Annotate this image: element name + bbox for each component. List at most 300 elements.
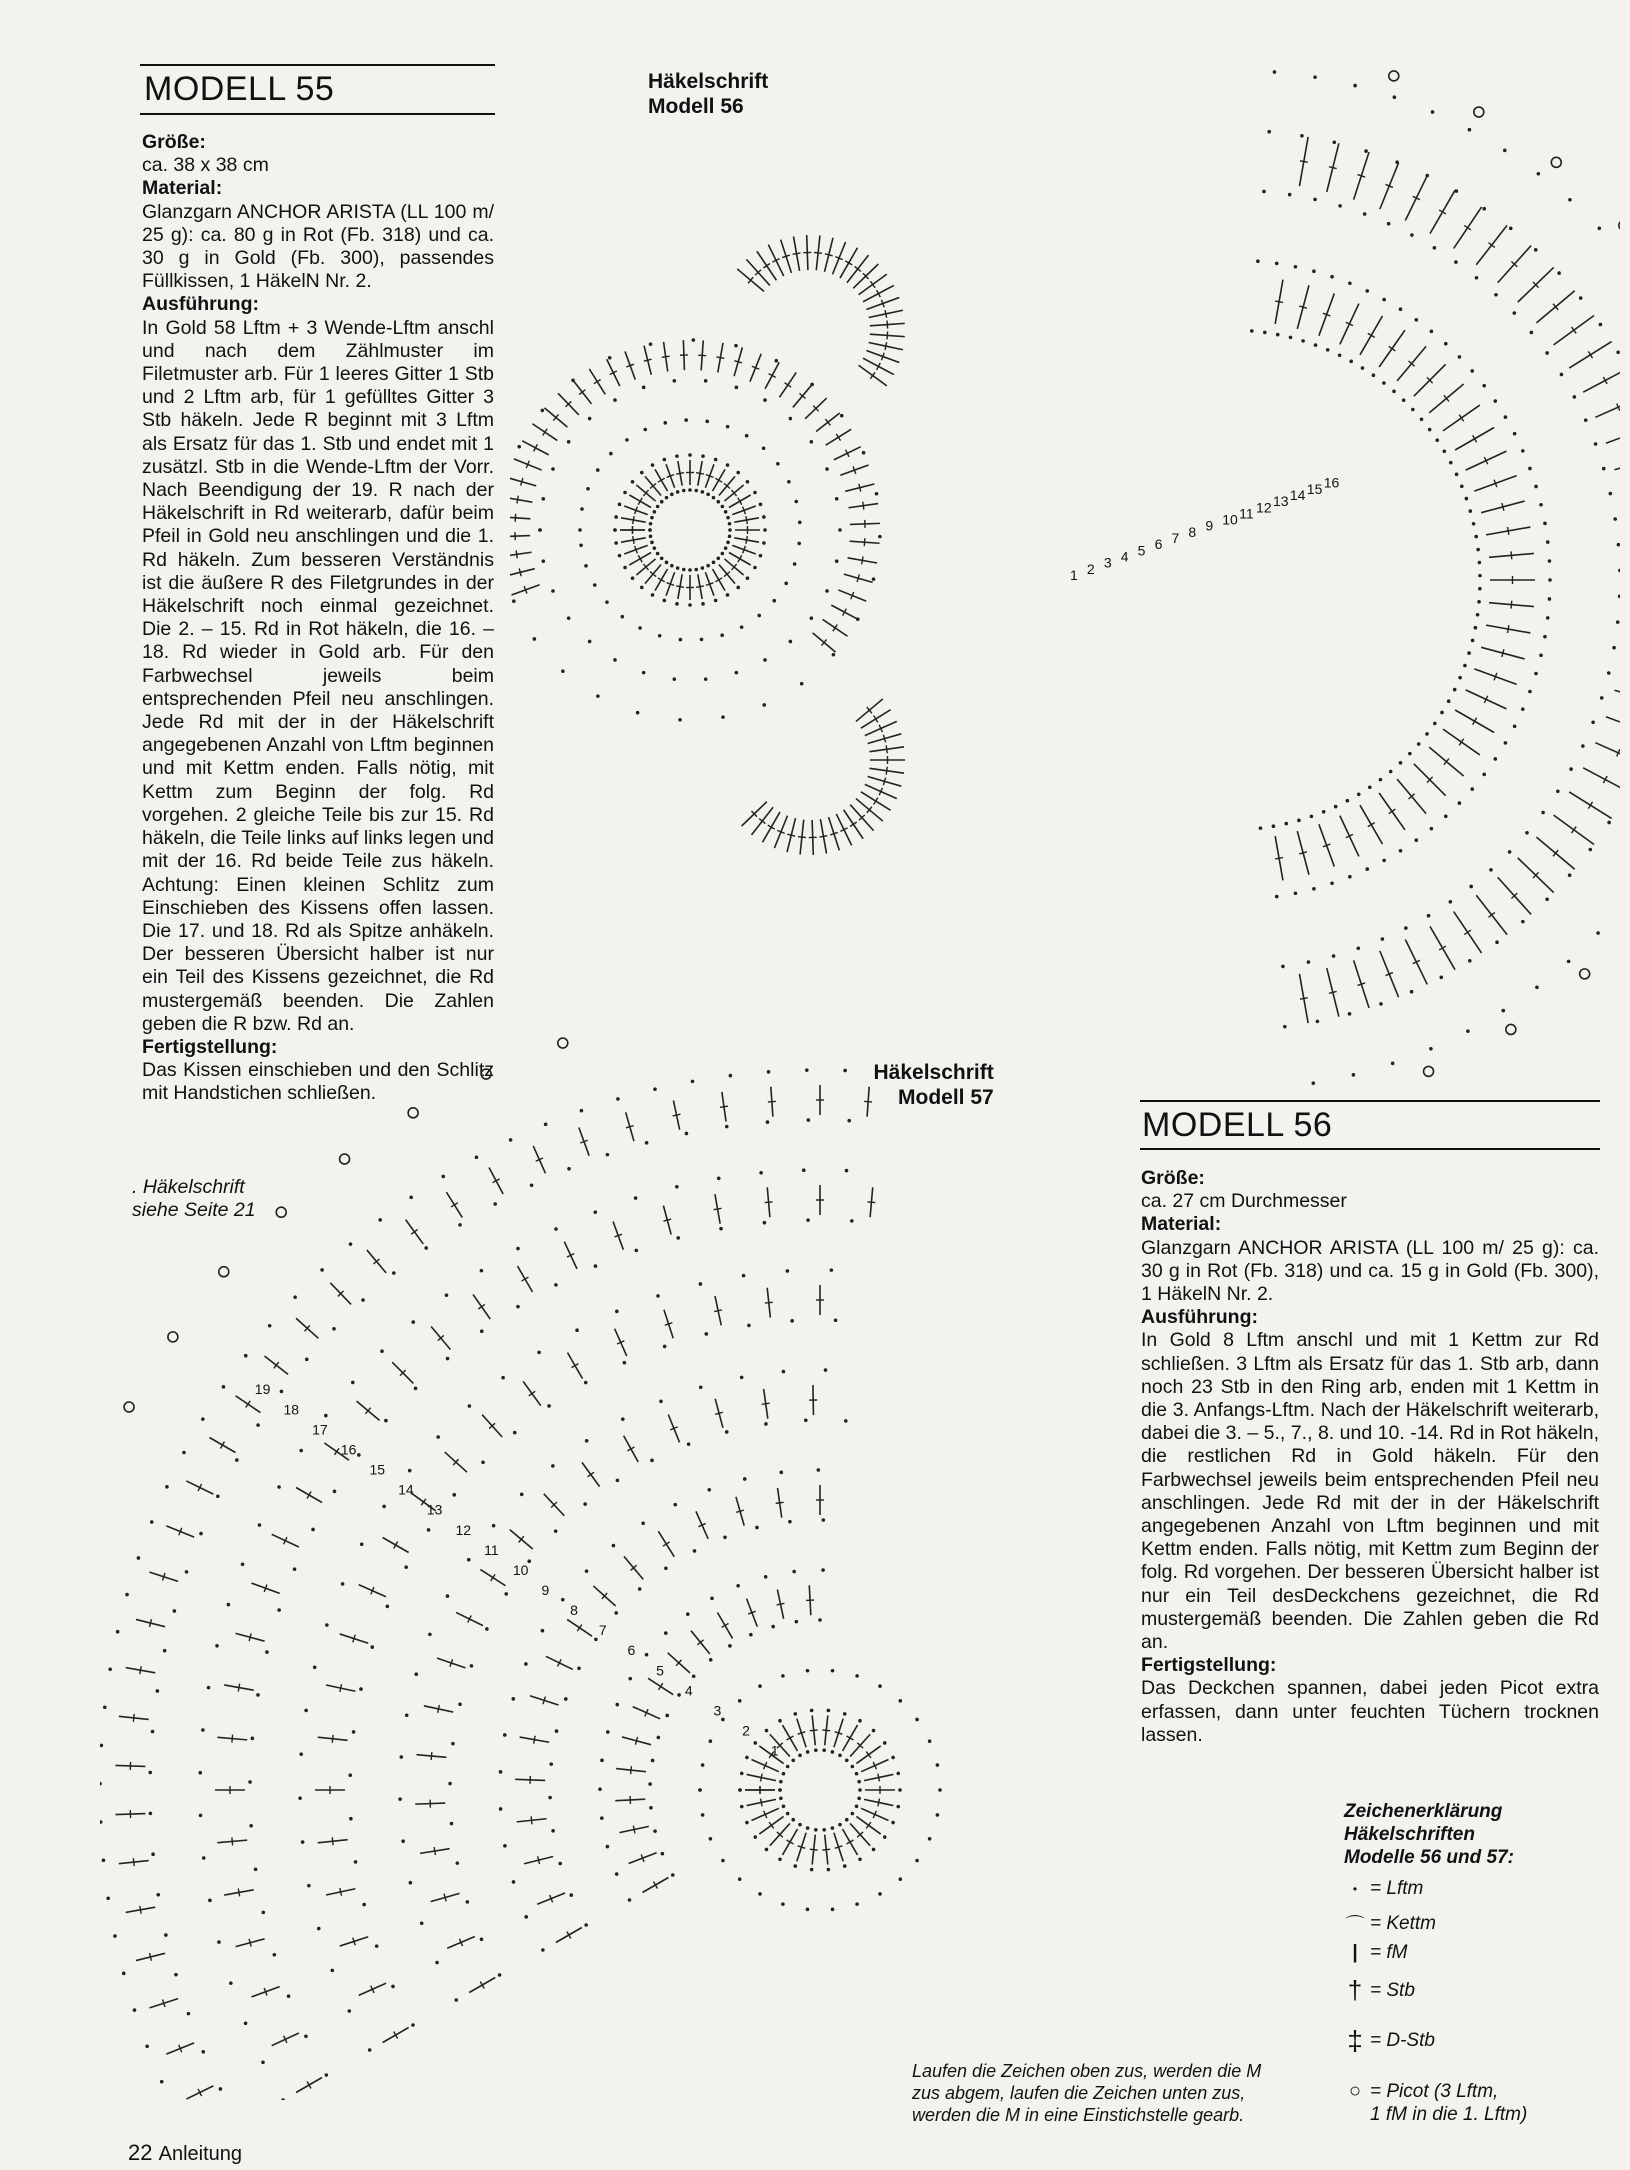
chain-dot — [1392, 390, 1396, 394]
chain-dot — [688, 488, 692, 492]
chain-dot — [468, 1404, 472, 1408]
chain-dot — [835, 497, 839, 501]
chain-dot — [258, 1523, 262, 1527]
stitch-bar — [870, 281, 875, 287]
chain-dot — [551, 589, 555, 593]
chain-dot — [538, 528, 542, 532]
chain-dot — [628, 1677, 632, 1681]
stitch-bar — [635, 1737, 637, 1745]
picot-mark — [1506, 1024, 1516, 1034]
chain-dot — [1316, 1020, 1320, 1024]
chain-dot — [759, 554, 763, 558]
chain-dot — [357, 1453, 361, 1457]
stitch-bar — [340, 1888, 342, 1896]
chain-dot — [1557, 271, 1561, 275]
chain-dot — [1534, 485, 1538, 489]
chain-dot — [580, 507, 584, 511]
chain-dot — [125, 1593, 129, 1597]
chain-dot — [548, 1796, 552, 1800]
chain-dot — [382, 1505, 386, 1509]
chain-dot — [1618, 569, 1620, 573]
chain-dot — [814, 1828, 818, 1832]
stitch-bar — [1571, 827, 1576, 833]
chain-dot — [1361, 366, 1365, 370]
chain-dot — [1528, 467, 1532, 471]
chain-dot — [656, 1294, 660, 1298]
chain-dot — [551, 1829, 555, 1833]
chain-dot — [1493, 757, 1497, 761]
chain-dot — [620, 615, 624, 619]
chain-dot — [742, 1274, 746, 1278]
chain-dot — [530, 1183, 534, 1187]
chain-dot — [256, 1693, 260, 1697]
chain-dot — [795, 1620, 799, 1624]
chain-dot — [608, 356, 612, 360]
chain-dot — [845, 1818, 849, 1822]
chain-dot — [1379, 778, 1383, 782]
chain-dot — [277, 1485, 281, 1489]
chain-dot — [784, 582, 788, 586]
chain-dot — [1513, 724, 1517, 728]
chain-dot — [217, 1940, 221, 1944]
chain-dot — [405, 1713, 409, 1717]
chain-dot — [435, 1961, 439, 1965]
chain-dot — [658, 634, 662, 638]
chain-dot — [1414, 318, 1418, 322]
chain-dot — [719, 1227, 723, 1231]
round-number: 13 — [426, 1501, 443, 1518]
chain-dot — [163, 1649, 167, 1653]
chain-dot — [351, 1381, 355, 1385]
chain-dot — [1617, 543, 1620, 547]
chain-dot — [740, 1772, 744, 1776]
chain-dot — [736, 1584, 740, 1588]
chain-dot — [765, 1848, 769, 1852]
stitch-bar — [885, 310, 887, 318]
chain-dot — [692, 338, 696, 342]
round-number: 18 — [283, 1401, 300, 1418]
chain-dot — [855, 1902, 859, 1906]
chain-dot — [726, 516, 730, 520]
chain-dot — [411, 1320, 415, 1324]
chain-dot — [1425, 732, 1429, 736]
chain-dot — [517, 445, 521, 449]
stitch-bar — [785, 383, 792, 387]
chain-dot — [786, 1269, 790, 1273]
chain-dot — [688, 568, 692, 572]
chain-dot — [151, 1730, 155, 1734]
chain-dot — [764, 1422, 768, 1426]
chain-dot — [714, 599, 718, 603]
chain-dot — [1402, 398, 1406, 402]
chain-dot — [791, 1758, 795, 1762]
chain-dot — [1356, 947, 1360, 951]
chain-dot — [738, 1699, 742, 1703]
chain-dot — [1273, 70, 1277, 74]
chain-dot — [817, 1468, 821, 1472]
chain-dot — [782, 1370, 786, 1374]
chain-dot — [648, 528, 652, 532]
modell55-rule-top — [140, 64, 495, 66]
stitch-bar — [238, 1684, 239, 1692]
round-number: 2 — [742, 1722, 750, 1739]
chain-dot — [767, 1070, 771, 1074]
chain-dot — [222, 1385, 226, 1389]
symbol-note: Laufen die Zeichen oben zus, werden die M zus abgem, laufen die Zeichen unten zus, werden die M in eine Einstichstelle gearb. — [912, 2061, 1262, 2125]
chain-dot — [699, 1385, 703, 1389]
chain-dot — [375, 1944, 379, 1948]
chain-dot — [701, 566, 705, 570]
round-number: 6 — [1154, 536, 1163, 553]
chain-dot — [778, 1857, 782, 1861]
chain-dot — [1470, 787, 1474, 791]
chain-dot — [399, 1755, 403, 1759]
chain-dot — [638, 1587, 642, 1591]
chain-dot — [567, 440, 571, 444]
round-number: 15 — [1306, 480, 1323, 497]
chain-dot — [398, 1797, 402, 1801]
chain-dot — [792, 1570, 796, 1574]
chain-dot — [726, 593, 730, 597]
chain-dot — [150, 1520, 154, 1524]
chain-dot — [614, 541, 618, 545]
modell56-ausfuehrung-label: Ausführung: — [1141, 1306, 1258, 1329]
chain-dot — [1263, 331, 1267, 335]
chain-dot — [772, 599, 776, 603]
chain-dot — [520, 1493, 524, 1497]
chain-dot — [1250, 329, 1254, 333]
stitch-bar — [787, 834, 795, 836]
stitch-bar — [673, 1114, 681, 1116]
stitch-bar — [438, 1705, 440, 1713]
chain-dot — [670, 493, 674, 497]
chain-dot — [855, 1674, 859, 1678]
chain-dot — [145, 2044, 149, 2048]
stitch-bar — [538, 1856, 540, 1864]
round-number: 5 — [1137, 542, 1146, 559]
modell55-ausfuehrung-label: Ausführung: — [142, 293, 259, 316]
stitch-bar — [1459, 739, 1464, 746]
chain-dot — [757, 614, 761, 618]
chain-dot — [1442, 449, 1446, 453]
chain-dot — [1348, 282, 1352, 286]
chain-dot — [821, 1518, 825, 1522]
chain-dot — [789, 417, 793, 421]
chain-dot — [745, 1821, 749, 1825]
stitch-bar — [491, 1574, 495, 1581]
chain-dot — [511, 1697, 515, 1701]
chain-dot — [1594, 442, 1598, 446]
round-number: 9 — [1205, 517, 1214, 534]
chain-dot — [273, 1953, 277, 1957]
round-number: 11 — [484, 1541, 499, 1558]
chain-dot — [673, 1503, 677, 1507]
round-number: 8 — [570, 1602, 578, 1619]
stitch-bar — [515, 514, 516, 522]
stitch-bar — [434, 1847, 435, 1855]
chain-dot — [936, 1813, 940, 1817]
chain-dot — [649, 1806, 653, 1810]
chart57-title-line1: Häkelschrift — [873, 1061, 994, 1084]
chain-dot — [1607, 821, 1611, 825]
chain-dot — [554, 1283, 558, 1287]
chain-dot — [1314, 343, 1318, 347]
stitch-bar — [798, 837, 806, 838]
chain-dot — [304, 2034, 308, 2038]
chain-dot — [728, 534, 732, 538]
round-number: 13 — [1272, 493, 1289, 510]
round-number: 16 — [340, 1441, 357, 1458]
stitch-bar — [633, 516, 634, 524]
chain-dot — [857, 1780, 861, 1784]
chain-dot — [1600, 696, 1604, 700]
legend-title-line1: Zeichenerklärung — [1344, 1801, 1503, 1822]
chain-dot — [1447, 699, 1451, 703]
chain-dot — [804, 1418, 808, 1422]
chain-dot — [763, 528, 767, 532]
chain-dot — [368, 2048, 372, 2052]
chain-dot — [1504, 741, 1508, 745]
legend-item-stb — [1340, 1975, 1415, 2006]
stitch-bar — [519, 568, 521, 576]
chain-dot — [235, 1458, 239, 1462]
chain-dot — [584, 1923, 588, 1927]
chain-dot — [1545, 351, 1549, 355]
chain-dot — [673, 677, 677, 681]
chain-dot — [634, 1196, 638, 1200]
chain-dot — [831, 1908, 835, 1912]
chain-dot — [806, 1750, 810, 1754]
chain-dot — [504, 1592, 508, 1596]
chain-dot — [1465, 497, 1469, 501]
chain-dot — [645, 1141, 649, 1145]
chain-dot — [660, 500, 664, 504]
stitch-bar — [870, 372, 875, 378]
chain-dot — [1581, 744, 1585, 748]
chain-dot — [825, 467, 829, 471]
chain-dot — [384, 1419, 388, 1423]
chain-dot — [701, 490, 705, 494]
chain-dot — [701, 602, 705, 606]
legend-title-line2: Häkelschriften — [1344, 1824, 1475, 1845]
picot-mark — [168, 1332, 178, 1342]
picot-mark — [481, 1069, 491, 1079]
chain-dot — [855, 1804, 859, 1808]
chart56-crochet-diagram — [510, 60, 1620, 1090]
chain-dot — [1262, 190, 1266, 194]
chain-dot — [352, 1730, 356, 1734]
chain-dot — [806, 1908, 810, 1912]
chain-dot — [600, 1759, 604, 1763]
chain-dot — [1568, 198, 1572, 202]
chain-dot — [1294, 891, 1298, 895]
chain-dot — [594, 1638, 598, 1642]
chain-dot — [537, 1351, 541, 1355]
legend-item-label: = Lftm — [1370, 1878, 1424, 1899]
arc-icon: ⌒ — [1345, 1915, 1365, 1936]
chain-dot — [862, 451, 866, 455]
chain-dot — [855, 1772, 859, 1776]
chain-dot — [256, 1423, 260, 1427]
chain-dot — [827, 1868, 831, 1872]
chain-dot — [160, 2080, 164, 2084]
chain-dot — [503, 1844, 507, 1848]
stitch-bar — [1508, 527, 1509, 535]
picot-mark — [1580, 969, 1590, 979]
chain-dot — [1460, 485, 1464, 489]
chain-dot — [830, 1268, 834, 1272]
chain-dot — [726, 463, 730, 467]
modell55-material: Glanzgarn ANCHOR ARISTA (LL 100 m/ 25 g): ca. 80 g in Rot (Fb. 318) und ca. 30 g in Gold (Fb. 300), passendes Füllkissen, 1 HäkelN Nr. 2. — [142, 200, 494, 293]
chain-dot — [1411, 408, 1415, 412]
chain-dot — [896, 1772, 900, 1776]
stitch-bar — [411, 1229, 417, 1234]
chain-dot — [781, 1902, 785, 1906]
chain-dot — [676, 490, 680, 494]
chain-dot — [347, 2009, 351, 2013]
chain-dot — [1469, 509, 1473, 513]
chain-dot — [851, 1765, 855, 1769]
chain-dot — [810, 616, 814, 620]
stitch-bar — [150, 1953, 152, 1961]
chain-dot — [650, 516, 654, 520]
chain-dot — [349, 1242, 353, 1246]
chain-dot — [753, 491, 757, 495]
chain-dot — [1430, 330, 1434, 334]
chain-dot — [774, 359, 778, 363]
chain-dot — [499, 1770, 503, 1774]
chain-dot — [1332, 140, 1336, 144]
round-number: 10 — [512, 1561, 529, 1578]
stitch-mark — [1615, 456, 1620, 470]
chain-dot — [349, 1817, 353, 1821]
chain-dot — [1466, 1029, 1470, 1033]
round-number: 7 — [1171, 530, 1180, 547]
chain-dot — [579, 544, 583, 548]
stitch-bar — [1459, 415, 1464, 422]
stitch-bar — [887, 321, 888, 329]
chain-dot — [1591, 721, 1595, 725]
stitch-bar — [1464, 930, 1471, 934]
chain-dot — [786, 1765, 790, 1769]
stitch-bar — [862, 556, 863, 564]
chain-dot — [743, 1477, 747, 1481]
chain-dot — [1338, 354, 1342, 358]
stitch-bar — [543, 429, 547, 436]
chain-dot — [248, 1780, 252, 1784]
chain-dot — [299, 1449, 303, 1453]
chain-dot — [631, 576, 635, 580]
chain-dot — [747, 1324, 751, 1328]
chain-dot — [1530, 331, 1534, 335]
chain-dot — [320, 1268, 324, 1272]
chain-dot — [199, 1532, 203, 1536]
chain-dot — [843, 1069, 847, 1073]
chain-dot — [458, 1702, 462, 1706]
chain-dot — [797, 542, 801, 546]
chain-dot — [653, 1829, 657, 1833]
stitch-bar — [658, 1683, 662, 1690]
chain-dot — [758, 1892, 762, 1896]
chain-dot — [428, 1633, 432, 1637]
chain-dot — [612, 1544, 616, 1548]
chain-dot — [676, 566, 680, 570]
chain-dot — [753, 1741, 757, 1745]
chain-dot — [606, 1845, 610, 1849]
chain-dot — [740, 1805, 744, 1809]
chain-dot — [649, 522, 653, 526]
stitch-bar — [833, 625, 837, 632]
chain-dot — [1612, 646, 1616, 650]
picot-mark — [558, 1038, 568, 1048]
chain-dot — [614, 515, 618, 519]
chain-dot — [648, 1782, 652, 1786]
chain-dot — [1311, 1081, 1315, 1085]
chain-dot — [1276, 333, 1280, 337]
chain-dot — [789, 640, 793, 644]
page-number: 22 — [128, 2140, 153, 2165]
chain-dot — [575, 1328, 579, 1332]
chain-dot — [424, 1246, 428, 1250]
chain-dot — [858, 1857, 862, 1861]
chain-dot — [151, 1852, 155, 1856]
chain-dot — [1463, 664, 1467, 668]
stitch-bar — [825, 254, 833, 256]
chain-dot — [392, 1271, 396, 1275]
chain-dot — [665, 496, 669, 500]
chain-dot — [492, 1524, 496, 1528]
modell55-groesse: ca. 38 x 38 cm — [142, 154, 269, 177]
chain-dot — [584, 1381, 588, 1385]
stitch-bar — [517, 496, 518, 504]
round-number: 7 — [598, 1622, 607, 1639]
chain-dot — [1543, 635, 1547, 639]
round-number: 10 — [1222, 511, 1238, 528]
stitch-bar — [886, 767, 887, 775]
chain-dot — [684, 418, 688, 422]
chain-dot — [623, 1361, 627, 1365]
chain-dot — [798, 1823, 802, 1827]
chain-dot — [1471, 639, 1475, 643]
round-number: 6 — [627, 1642, 636, 1659]
chain-dot — [822, 1828, 826, 1832]
chain-dot — [726, 425, 730, 429]
chain-dot — [720, 633, 724, 637]
chain-dot — [512, 599, 516, 603]
stitch-bar — [746, 536, 747, 544]
chain-dot — [596, 468, 600, 472]
chain-dot — [898, 1699, 902, 1703]
legend-item-label: = Kettm — [1370, 1912, 1436, 1934]
chain-dot — [738, 1877, 742, 1881]
chain-dot — [700, 638, 704, 642]
chain-dot — [1353, 84, 1357, 88]
chain-dot — [386, 1605, 390, 1609]
chain-dot — [187, 2012, 191, 2016]
chain-dot — [401, 1839, 405, 1843]
chain-dot — [714, 458, 718, 462]
chain-dot — [693, 1549, 697, 1553]
stitch-bar — [662, 356, 670, 357]
chain-dot — [665, 561, 669, 565]
stitch-bar — [793, 253, 801, 254]
chain-dot — [333, 1490, 337, 1494]
chain-dot — [793, 1712, 797, 1716]
chain-dot — [1545, 898, 1549, 902]
chain-dot — [728, 528, 732, 532]
chain-dot — [763, 398, 767, 402]
chain-dot — [567, 1167, 571, 1171]
